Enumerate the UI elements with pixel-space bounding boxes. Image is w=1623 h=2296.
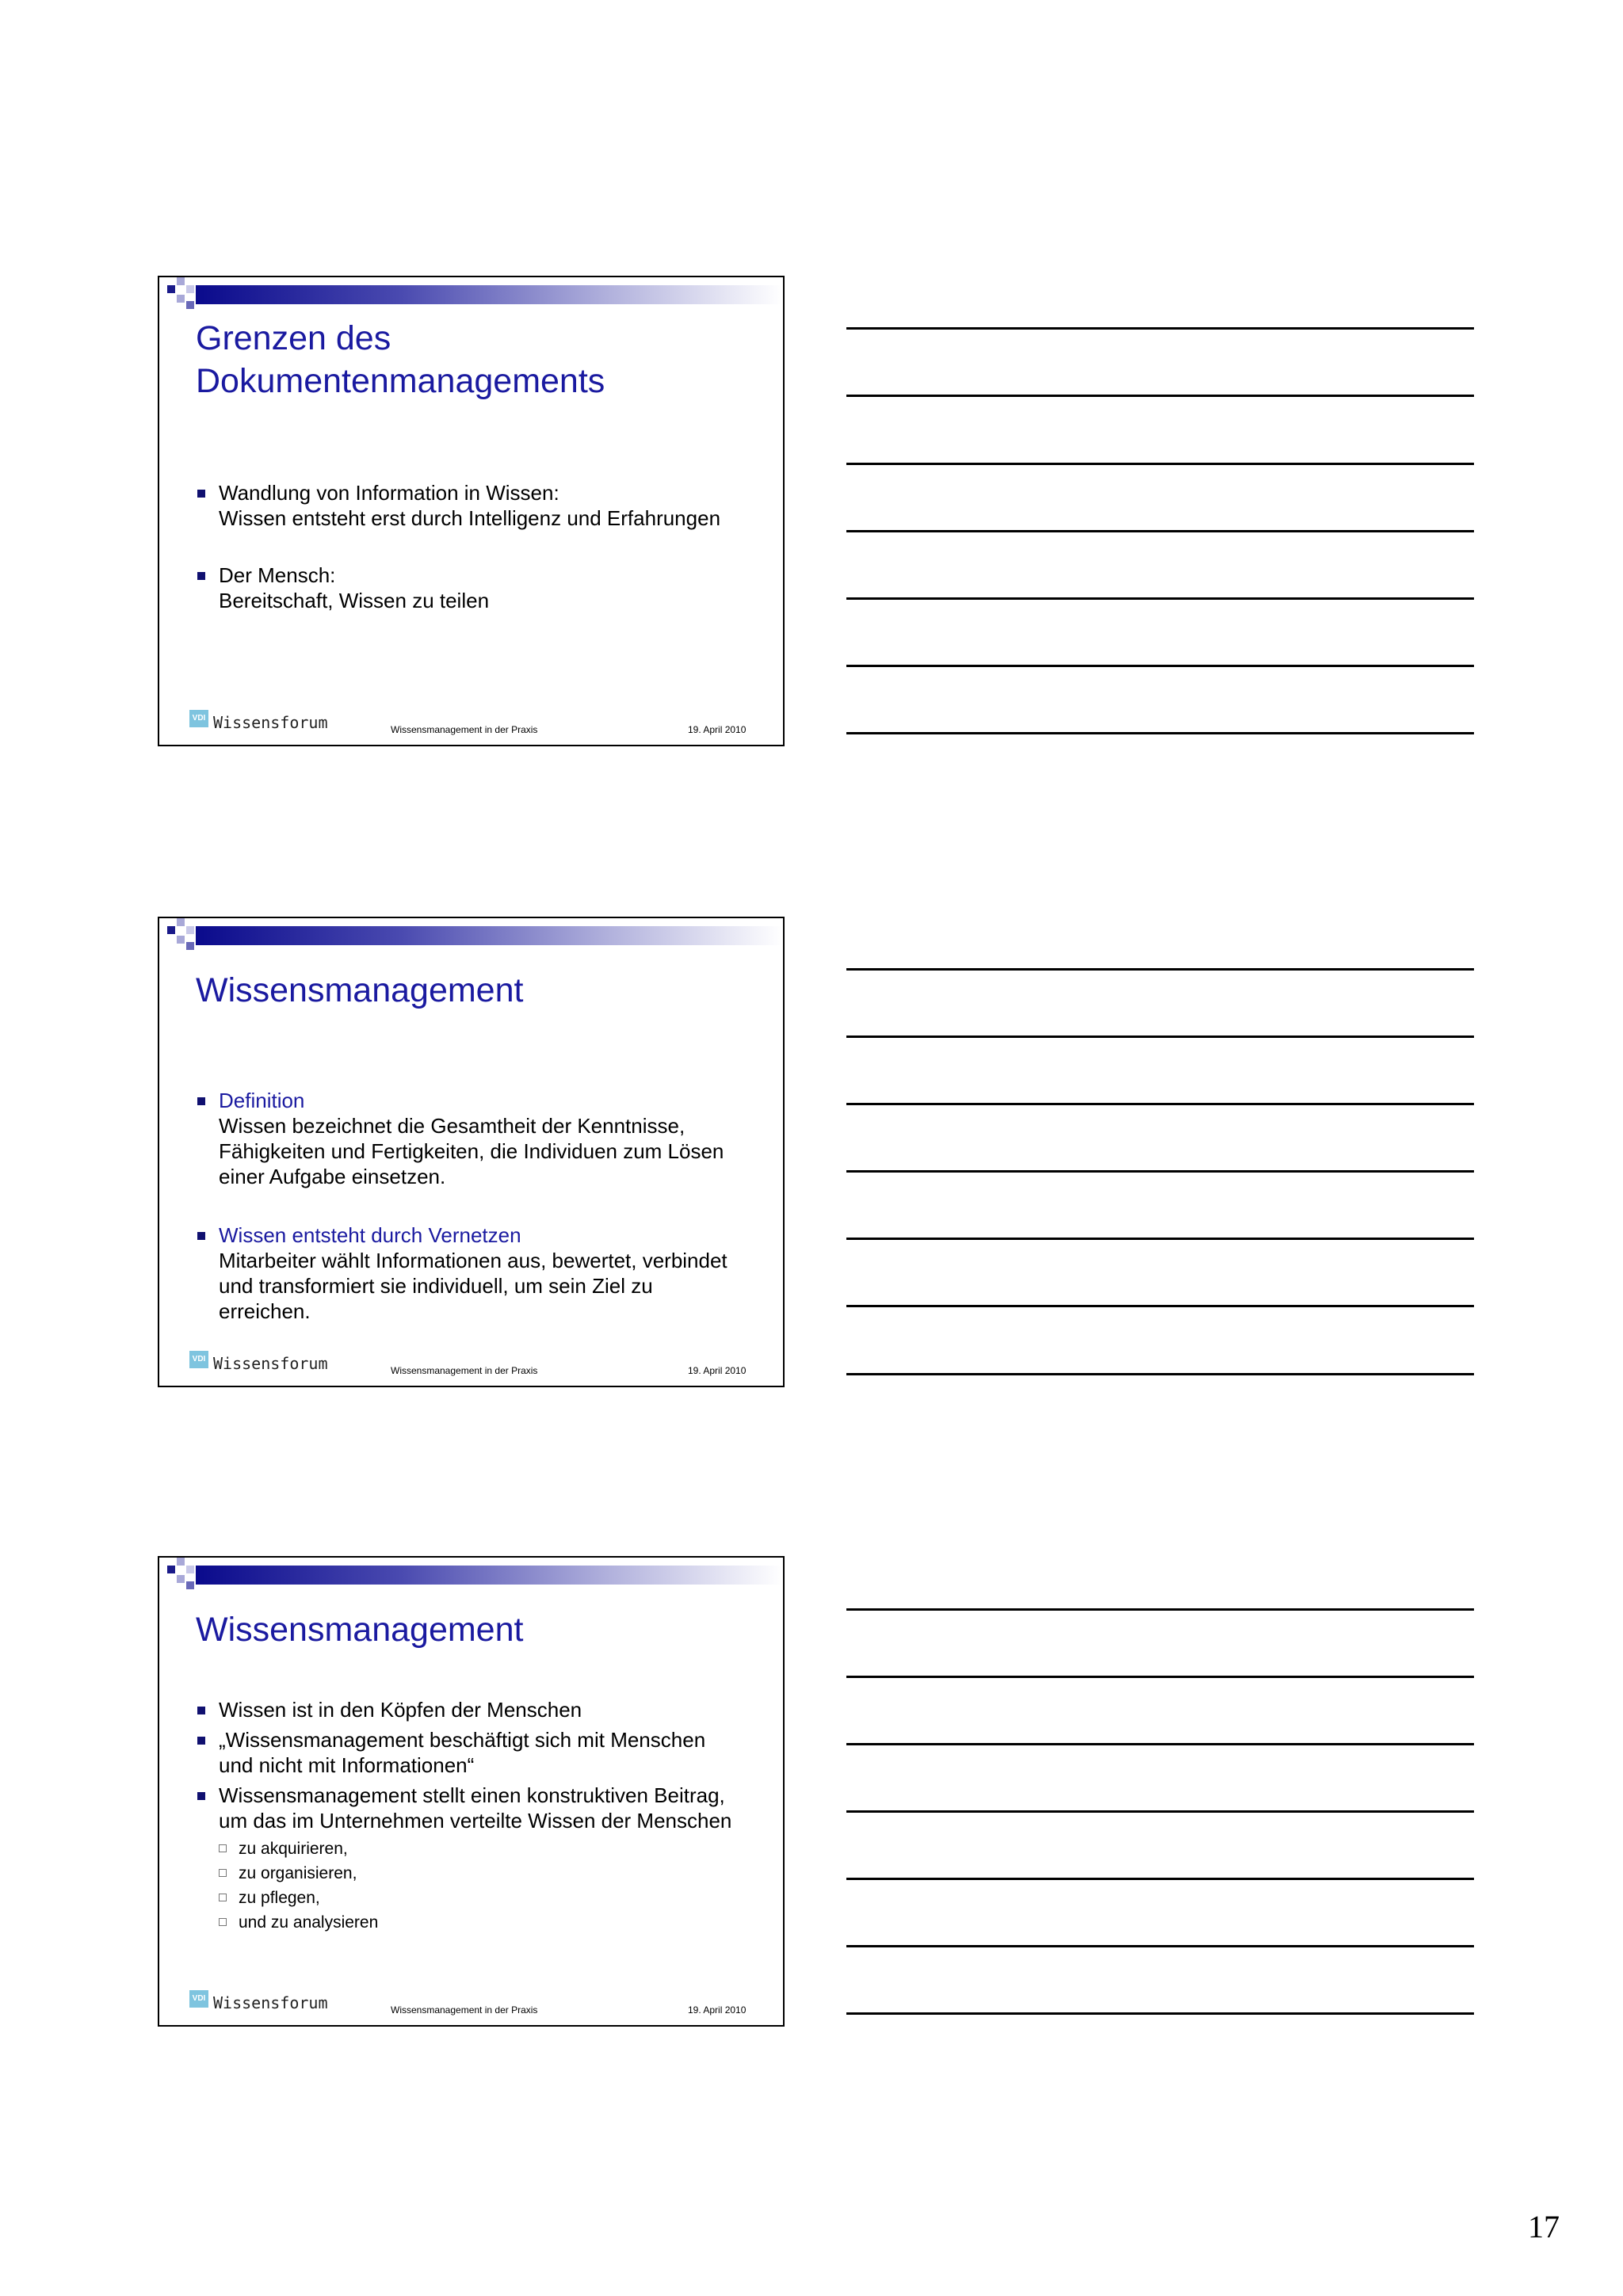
bullet-square-icon — [197, 490, 205, 498]
note-line — [846, 1305, 1474, 1307]
vdi-badge: VDI — [189, 710, 208, 727]
note-line — [846, 1676, 1474, 1678]
bullet-item: Wissen ist in den Köpfen der Menschen — [196, 1697, 751, 1722]
logo-text: Wissensforum — [213, 1993, 328, 2012]
note-line — [846, 327, 1474, 330]
bullet-item: Wandlung von Information in Wissen: Wissen entsteht erst durch Intelligenz und Erfahrungen — [196, 480, 751, 531]
note-line — [846, 530, 1474, 532]
note-line — [846, 1878, 1474, 1880]
slide-title: Wissensmanagement — [196, 971, 524, 1009]
slide-title: Wissensmanagement — [196, 1611, 524, 1649]
vdi-badge: VDI — [189, 1990, 208, 2008]
bullet-list — [196, 1088, 751, 1324]
bullet-square-icon — [197, 1097, 205, 1105]
bullet-square-icon — [197, 1707, 205, 1714]
note-line — [846, 1743, 1474, 1745]
bullet-item: Wissensmanagement stellt einen konstruktiven Beitrag, um das im Unternehmen verteilte Wissen der Menschen zu akquirieren, zu organisieren, zu pflegen, und zu analysieren — [196, 1783, 751, 1935]
footer-title: Wissensmanagement in der Praxis — [391, 1365, 538, 1376]
note-line — [846, 1373, 1474, 1375]
sub-bullet-item: zu akquirieren, — [219, 1836, 751, 1861]
sub-bullet-item: zu pflegen, — [219, 1886, 751, 1910]
bullet-square-icon — [197, 1232, 205, 1240]
slide-title: Grenzen des Dokumentenmanagements — [196, 319, 605, 400]
vdi-badge: VDI — [189, 1351, 208, 1368]
slide-1 — [158, 276, 785, 746]
note-line — [846, 395, 1474, 397]
bullet-list — [196, 480, 751, 613]
note-line — [846, 463, 1474, 465]
bullet-item: „Wissensmanagement beschäftigt sich mit Menschen und nicht mit Informationen“ — [196, 1727, 751, 1778]
note-line — [846, 1810, 1474, 1813]
note-line — [846, 1170, 1474, 1173]
note-line — [846, 1238, 1474, 1240]
bullet-square-icon — [197, 1737, 205, 1745]
note-line — [846, 1035, 1474, 1038]
sub-bullet-item: zu organisieren, — [219, 1861, 751, 1886]
footer-date: 19. April 2010 — [688, 1365, 747, 1376]
slide-header-decoration — [159, 1558, 785, 1597]
page-number: 17 — [1528, 2209, 1560, 2245]
bullet-list — [196, 1697, 751, 1935]
note-line — [846, 732, 1474, 734]
hollow-square-icon — [219, 1918, 227, 1926]
slide-header-decoration — [159, 918, 785, 958]
slide-header-decoration — [159, 277, 785, 317]
note-line — [846, 597, 1474, 600]
footer-title: Wissensmanagement in der Praxis — [391, 2004, 538, 2016]
footer-date: 19. April 2010 — [688, 2004, 747, 2016]
hollow-square-icon — [219, 1844, 227, 1852]
logo-text: Wissensforum — [213, 1354, 328, 1373]
note-line — [846, 968, 1474, 971]
footer-date: 19. April 2010 — [688, 724, 747, 735]
bullet-square-icon — [197, 1792, 205, 1800]
hollow-square-icon — [219, 1869, 227, 1877]
note-line — [846, 2012, 1474, 2015]
bullet-item: Der Mensch: Bereitschaft, Wissen zu teilen — [196, 563, 751, 613]
footer-title: Wissensmanagement in der Praxis — [391, 724, 538, 735]
note-line — [846, 665, 1474, 667]
note-line — [846, 1608, 1474, 1611]
hollow-square-icon — [219, 1894, 227, 1901]
note-line — [846, 1945, 1474, 1947]
logo-text: Wissensforum — [213, 713, 328, 732]
bullet-item: Wissen entsteht durch Vernetzen Mitarbeiter wählt Informationen aus, bewertet, verbindet und transformiert sie individuell, um sein Ziel zu erreichen. — [196, 1222, 751, 1324]
note-line — [846, 1103, 1474, 1105]
bullet-item: Definition Wissen bezeichnet die Gesamtheit der Kenntnisse, Fähigkeiten und Fertigkeiten, die Individuen zum Lösen einer Aufgabe einsetzen. — [196, 1088, 751, 1189]
slide-3 — [158, 1556, 785, 2027]
slide-2 — [158, 917, 785, 1387]
bullet-square-icon — [197, 572, 205, 580]
sub-bullet-list — [219, 1836, 751, 1935]
sub-bullet-item: und zu analysieren — [219, 1910, 751, 1935]
